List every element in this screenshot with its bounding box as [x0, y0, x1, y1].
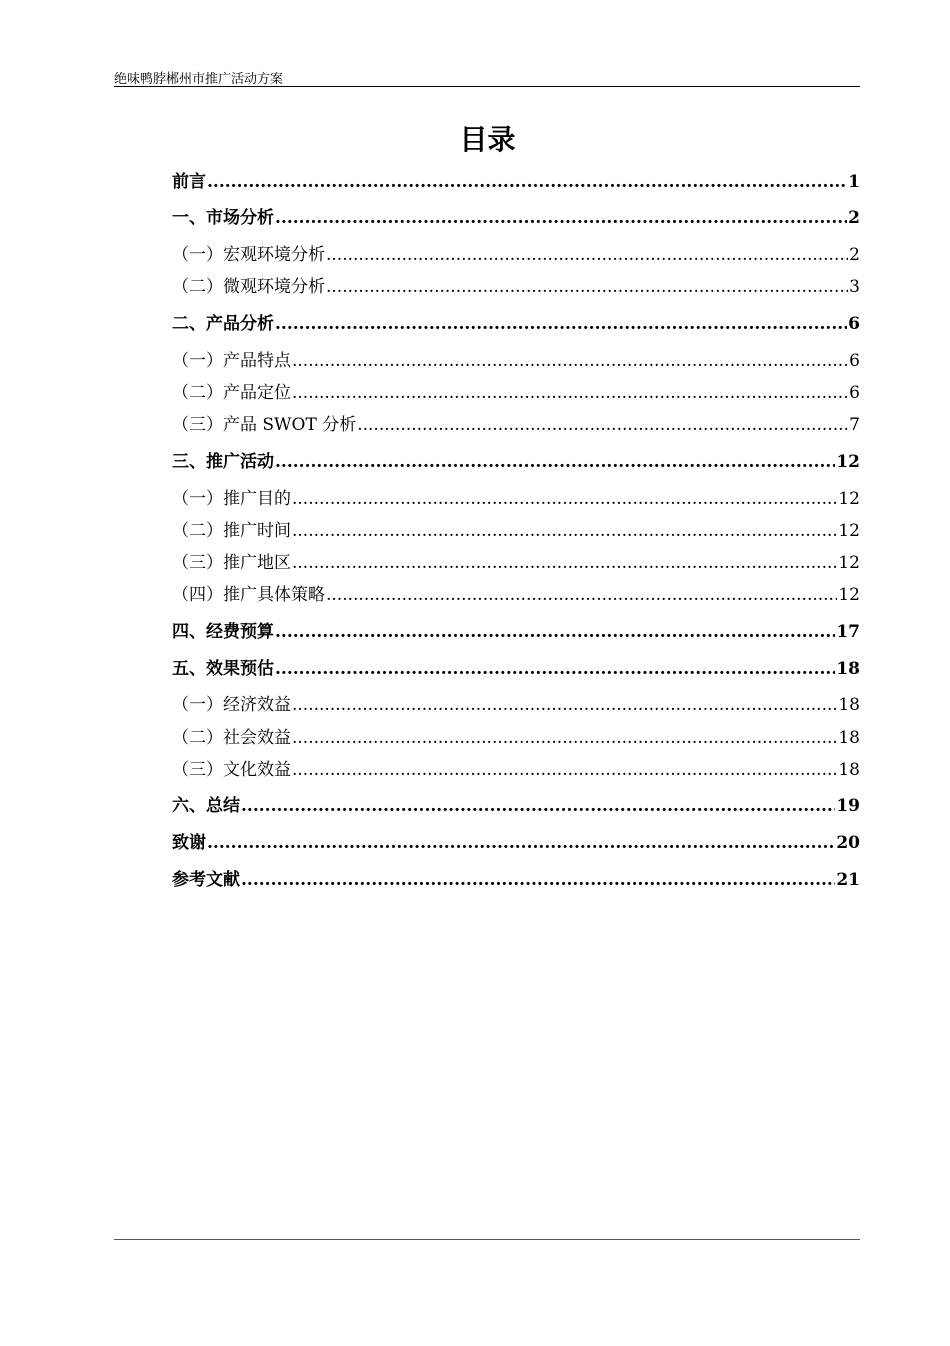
toc-page-number: 3 — [849, 277, 860, 297]
toc-page-number: 2 — [849, 245, 860, 265]
toc-entry-label: 四、经费预算 — [172, 622, 274, 642]
toc-leader-dots — [275, 314, 847, 334]
toc-entry-label: （二）微观环境分析 — [172, 277, 325, 297]
toc-entry-label: 一、市场分析 — [172, 208, 274, 228]
toc-page-number: 2 — [848, 208, 860, 228]
toc-entry-label: （一）产品特点 — [172, 351, 291, 371]
toc-page-number: 1 — [848, 172, 860, 192]
toc-leader-dots — [292, 553, 837, 573]
toc-entry[interactable] — [172, 580, 860, 604]
toc-leader-dots — [326, 245, 848, 265]
toc-leader-dots — [292, 728, 837, 748]
toc-page-number: 21 — [836, 870, 860, 890]
toc-entry-label: 致谢 — [172, 833, 206, 853]
toc-entry[interactable] — [172, 410, 860, 434]
toc-leader-dots — [207, 172, 847, 192]
toc-entry-label: （二）社会效益 — [172, 728, 291, 748]
toc-entry-label: （一）经济效益 — [172, 695, 291, 715]
toc-page-number: 18 — [838, 728, 860, 748]
toc-page-number: 19 — [836, 796, 860, 816]
toc-leader-dots — [292, 489, 837, 509]
toc-entry-label: （二）推广时间 — [172, 521, 291, 541]
toc-entry[interactable] — [172, 723, 860, 747]
toc-entry[interactable] — [172, 203, 860, 227]
toc-entry[interactable] — [172, 865, 860, 889]
toc-entry-label: 六、总结 — [172, 796, 240, 816]
toc-page-number: 6 — [848, 314, 860, 334]
toc-entry-label: （四）推广具体策略 — [172, 585, 325, 605]
toc-leader-dots — [207, 833, 835, 853]
toc-entry-label: （三）产品 SWOT 分析 — [172, 415, 357, 435]
toc-entry-label: 参考文献 — [172, 870, 240, 890]
toc-page-number: 18 — [838, 760, 860, 780]
toc-entry[interactable] — [172, 240, 860, 264]
toc-leader-dots — [275, 622, 835, 642]
page-title: 目录 — [459, 123, 516, 156]
toc-entry-label: （三）推广地区 — [172, 553, 291, 573]
toc-entry-label: （二）产品定位 — [172, 383, 291, 403]
toc-leader-dots — [326, 277, 848, 297]
toc-leader-dots — [292, 521, 837, 541]
toc-page-number: 17 — [836, 622, 860, 642]
toc-entry[interactable] — [172, 828, 860, 852]
toc-page-number: 6 — [849, 383, 860, 403]
toc-entry[interactable] — [172, 516, 860, 540]
footer-divider — [114, 1239, 860, 1240]
toc-leader-dots — [326, 585, 837, 605]
toc-entry-label: （一）推广目的 — [172, 489, 291, 509]
toc-page-number: 12 — [838, 553, 860, 573]
toc-page-number: 12 — [838, 585, 860, 605]
toc-entry-label: （三）文化效益 — [172, 760, 291, 780]
toc-leader-dots — [275, 452, 835, 472]
toc-page-number: 12 — [838, 521, 860, 541]
toc-entry[interactable] — [172, 272, 860, 296]
toc-page-number: 18 — [836, 659, 860, 679]
toc-page-number: 12 — [838, 489, 860, 509]
toc-entry[interactable] — [172, 378, 860, 402]
toc-entry[interactable] — [172, 755, 860, 779]
toc-entry-label: 二、产品分析 — [172, 314, 274, 334]
toc-leader-dots — [292, 695, 837, 715]
toc-entry[interactable] — [172, 346, 860, 370]
toc-page-number: 7 — [849, 415, 860, 435]
toc-leader-dots — [292, 383, 848, 403]
toc-entry[interactable] — [172, 548, 860, 572]
header-divider — [114, 86, 860, 87]
toc-leader-dots — [292, 351, 848, 371]
toc-entry[interactable] — [172, 167, 860, 191]
toc-entry[interactable] — [172, 309, 860, 333]
toc-page-number: 20 — [836, 833, 860, 853]
toc-entry[interactable] — [172, 791, 860, 815]
toc-leader-dots — [357, 415, 848, 435]
toc-leader-dots — [241, 870, 835, 890]
toc-entry-label: 前言 — [172, 172, 206, 192]
toc-entry[interactable] — [172, 654, 860, 678]
running-header: 绝味鸭脖郴州市推广活动方案 — [114, 72, 284, 87]
toc-entry-label: （一）宏观环境分析 — [172, 245, 325, 265]
toc-page-number: 6 — [849, 351, 860, 371]
toc-entry-label: 五、效果预估 — [172, 659, 274, 679]
toc-entry[interactable] — [172, 617, 860, 641]
toc-leader-dots — [275, 659, 835, 679]
toc-page-number: 18 — [838, 695, 860, 715]
toc-entry[interactable] — [172, 447, 860, 471]
toc-entry-label: 三、推广活动 — [172, 452, 274, 472]
toc-entry[interactable] — [172, 484, 860, 508]
toc-leader-dots — [292, 760, 837, 780]
toc-leader-dots — [275, 208, 847, 228]
toc-entry[interactable] — [172, 690, 860, 714]
toc-page-number: 12 — [836, 452, 860, 472]
toc-leader-dots — [241, 796, 835, 816]
